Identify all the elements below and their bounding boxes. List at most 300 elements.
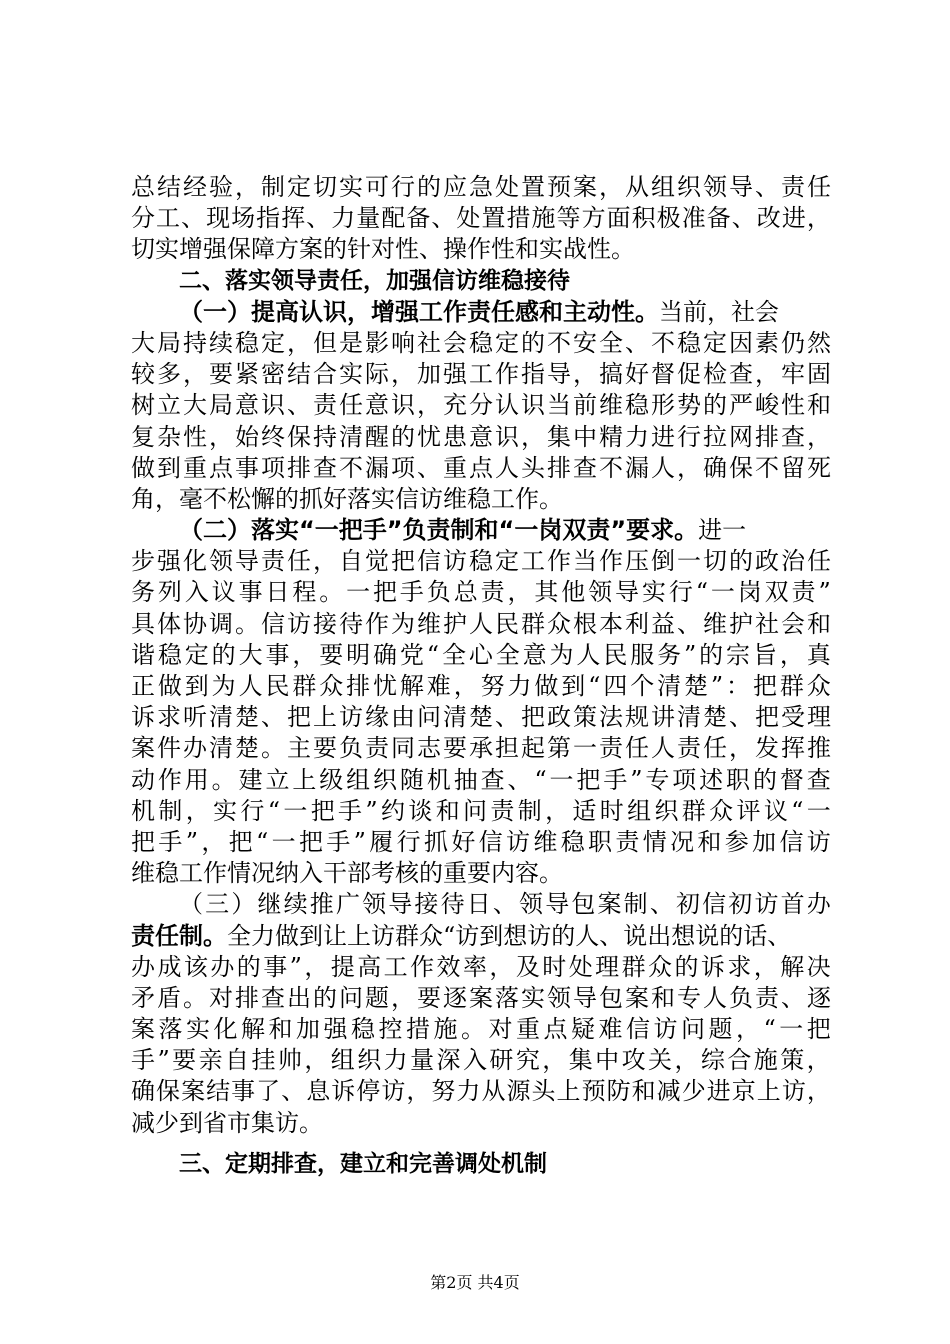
text-char: ， xyxy=(545,796,570,825)
text-char: 发 xyxy=(755,734,779,763)
text-char: 用 xyxy=(184,765,209,794)
text-char: 大 xyxy=(183,391,207,420)
text-char: 切 xyxy=(703,547,727,576)
text-char: 清 xyxy=(339,422,363,451)
text-char: 源 xyxy=(506,1077,531,1106)
text-char: 清 xyxy=(443,703,467,732)
text-char: 做 xyxy=(157,672,182,700)
text-char: 紧 xyxy=(235,360,259,389)
text-char: 会 xyxy=(781,609,805,638)
text-char: 场 xyxy=(231,204,256,233)
text-char: 的 xyxy=(417,173,441,201)
text-char: ， xyxy=(313,547,337,576)
text-char: 明 xyxy=(346,640,371,669)
text-char: 减 xyxy=(656,1077,681,1106)
text-char: 查 xyxy=(781,422,805,451)
text-char: 议 xyxy=(763,796,788,825)
text-char: 案 xyxy=(131,1015,155,1044)
text-char: 备 xyxy=(706,204,731,233)
text-char: 确 xyxy=(703,453,727,482)
text-char: ， xyxy=(235,173,259,201)
section-heading-2 xyxy=(131,266,831,297)
text-char: 稳 xyxy=(677,328,701,357)
text-char: 导 xyxy=(615,578,640,607)
text-char: 自 xyxy=(339,547,363,576)
text-char: 严 xyxy=(729,391,753,420)
text-char: 问 xyxy=(339,983,363,1012)
page-footer xyxy=(0,1270,950,1293)
text-char: 排 xyxy=(287,453,311,482)
text-char: 和 xyxy=(651,983,675,1012)
text-char: 的 xyxy=(391,422,415,451)
text-char: 起 xyxy=(521,734,545,763)
text-char: 际 xyxy=(365,360,389,389)
text-line xyxy=(131,359,831,390)
text-char: ” xyxy=(818,578,831,607)
text-char: ” xyxy=(365,796,378,825)
text-char: 督 xyxy=(779,765,804,794)
text-char: 立 xyxy=(157,391,181,420)
text-char: 访 xyxy=(506,827,530,856)
text-char: 责 xyxy=(261,547,285,576)
text-char: 列 xyxy=(157,578,182,607)
text-char: 责 xyxy=(365,734,389,763)
text-char: 好 xyxy=(625,360,649,389)
text-char: 现 xyxy=(206,204,231,233)
text-char: 求 xyxy=(157,703,181,732)
text-char: 诉 xyxy=(131,703,155,732)
text-char: 和 xyxy=(268,1015,293,1044)
text-char: 当 xyxy=(573,547,597,576)
text-char: 全 xyxy=(495,640,520,669)
text-char: 该 xyxy=(183,952,208,981)
text-char: 识 xyxy=(391,391,415,420)
text-line xyxy=(131,172,831,203)
text-char: 难 xyxy=(598,1015,623,1044)
text-char: 制 xyxy=(158,796,183,825)
text-char: 的 xyxy=(236,952,261,981)
text-char: 推 xyxy=(309,890,334,919)
section-heading-3 xyxy=(131,1149,831,1180)
text-char: 忧 xyxy=(417,422,441,451)
text-char: 力 xyxy=(456,1077,481,1106)
text-char: 牢 xyxy=(781,360,805,389)
text-char: 政 xyxy=(547,703,571,732)
text-char: 时 xyxy=(542,952,567,981)
text-char: （ xyxy=(179,890,203,919)
text-char: 结 xyxy=(287,360,311,389)
text-char: 自 xyxy=(225,1046,250,1075)
text-char: 情 xyxy=(642,827,667,856)
text-char: 问 xyxy=(417,703,441,732)
text-char: 事 xyxy=(231,1077,256,1106)
text-char: 合 xyxy=(313,360,337,389)
text-char: ” xyxy=(185,827,198,856)
text-char: 双 xyxy=(764,578,789,607)
text-char: 责 xyxy=(781,173,805,201)
text-char: 定 xyxy=(261,328,285,357)
text-char: 挥 xyxy=(781,734,805,763)
text-char: 息 xyxy=(306,1077,331,1106)
text-char: 责 xyxy=(677,734,701,763)
text-char: 当 xyxy=(547,391,571,420)
text-char: 一 xyxy=(346,578,371,607)
text-char: 的 xyxy=(521,328,545,357)
text-char: 工 xyxy=(383,952,408,981)
text-char: 益 xyxy=(651,609,675,638)
text-char: 同 xyxy=(391,734,415,763)
text-char: 安 xyxy=(573,328,597,357)
text-char: 一 xyxy=(271,827,296,856)
text-char: 把 xyxy=(755,703,779,732)
text-char: 终 xyxy=(261,422,285,451)
text-char: 忧 xyxy=(373,672,398,700)
text-char: 要 xyxy=(313,734,337,763)
text-char: 策 xyxy=(573,703,597,732)
text-char: 续 xyxy=(209,328,233,357)
text-char: 响 xyxy=(391,328,415,357)
text-char: 的 xyxy=(729,547,753,576)
text-char: 防 xyxy=(606,1077,631,1106)
text-char: 的 xyxy=(752,765,777,794)
text-char: 实 xyxy=(641,578,666,607)
text-char: 手 xyxy=(399,578,424,607)
text-char: 群 xyxy=(681,796,706,825)
text-char: 制 xyxy=(261,173,285,201)
text-char: 行 xyxy=(677,422,701,451)
text-char: 导 xyxy=(545,890,570,919)
text-line xyxy=(131,765,831,796)
text-char: 到 xyxy=(157,453,181,482)
text-char: 初 xyxy=(675,890,700,919)
text-char: 护 xyxy=(443,609,467,638)
text-char: 广 xyxy=(335,890,360,919)
text-char: 众 xyxy=(547,609,571,638)
text-char: 利 xyxy=(625,609,649,638)
text-char: 的 xyxy=(674,952,699,981)
text-char: 入 xyxy=(462,1046,487,1075)
text-char: 责 xyxy=(755,983,779,1012)
text-char: ， xyxy=(183,360,207,389)
text-char: 众 xyxy=(806,672,831,700)
text-line xyxy=(131,484,831,515)
text-char: 正 xyxy=(131,672,155,700)
text-char: ， xyxy=(304,1046,329,1075)
text-char: 理 xyxy=(595,952,620,981)
text-char: 面 xyxy=(606,204,631,233)
text-char: 量 xyxy=(410,1046,435,1075)
text-char: 稳 xyxy=(157,640,182,669)
text-char: 手 xyxy=(326,827,351,856)
text-char: 矛 xyxy=(131,983,155,1012)
text-char: 旨 xyxy=(752,640,777,669)
subsection-3-lead: 全力做到让上访群众“访到想访的人、说出想说的话、 xyxy=(227,921,792,950)
text-line xyxy=(131,453,831,484)
text-char: 包 xyxy=(571,890,596,919)
text-char: 进 xyxy=(781,204,806,233)
text-char: 漏 xyxy=(625,453,649,482)
text-char: 抽 xyxy=(453,765,478,794)
text-char: 策 xyxy=(780,1046,805,1075)
text-char: 和 xyxy=(697,827,722,856)
text-char: 社 xyxy=(755,609,779,638)
text-char: 、 xyxy=(261,703,285,732)
text-char: 把 xyxy=(752,672,777,700)
text-char: 清 xyxy=(209,703,233,732)
text-char: 案 xyxy=(469,983,493,1012)
text-char: 人 xyxy=(576,640,601,669)
text-char: 拉 xyxy=(703,422,727,451)
text-char: 做 xyxy=(534,672,559,700)
text-char: 重 xyxy=(516,1015,540,1044)
text-char: 实 xyxy=(213,796,238,825)
text-char: 领 xyxy=(362,890,387,919)
text-char: 继 xyxy=(257,890,282,919)
text-char: 组 xyxy=(627,796,652,825)
text-char: 缘 xyxy=(365,703,389,732)
text-char: 职 xyxy=(726,765,751,794)
text-char: 责 xyxy=(615,827,640,856)
text-char: ， xyxy=(677,453,701,482)
text-char: ， xyxy=(292,640,317,669)
text-char: 保 xyxy=(729,453,753,482)
text-char: 信 xyxy=(261,609,285,638)
text-char: 任 xyxy=(807,173,831,201)
subsection-2-title: （二）落实“一把手”负责制和“一岗双责”要求。 xyxy=(179,516,699,545)
text-char: 定 xyxy=(495,328,519,357)
text-char: 查 xyxy=(729,360,753,389)
text-char: 化 xyxy=(183,547,207,576)
text-char: 加 xyxy=(296,1015,320,1044)
text-char: ， xyxy=(807,422,831,451)
text-char: 把 xyxy=(576,765,601,794)
text-line xyxy=(131,796,831,827)
text-char: 对 xyxy=(209,983,233,1012)
text-char: 群 xyxy=(521,609,545,638)
text-char: 量 xyxy=(356,204,381,233)
text-char: 点 xyxy=(543,1015,568,1044)
text-char: 织 xyxy=(373,765,398,794)
text-line-content: 角，毫不松懈的抓好落实信访维稳工作。 xyxy=(131,484,563,513)
text-char: 实 xyxy=(339,360,363,389)
text-char: 要 xyxy=(319,640,344,669)
text-char: 办 xyxy=(806,890,831,919)
text-char: 行 xyxy=(396,827,421,856)
text-char: ， xyxy=(736,1015,760,1044)
text-char: 楚 xyxy=(469,703,493,732)
text-char: 性 xyxy=(183,422,207,451)
text-line-content: 维稳工作情况纳入干部考核的重要内容。 xyxy=(131,859,563,888)
text-char: 时 xyxy=(599,796,624,825)
text-char: 作 xyxy=(547,547,571,576)
text-char: 稳 xyxy=(235,328,259,357)
text-char: 预 xyxy=(547,173,571,201)
text-char: ， xyxy=(453,672,478,700)
text-char: 党 xyxy=(399,640,424,669)
text-char: 负 xyxy=(426,578,451,607)
text-char: 众 xyxy=(709,796,734,825)
text-char: 指 xyxy=(256,204,281,233)
text-char: 大 xyxy=(238,640,263,669)
text-char: 把 xyxy=(298,827,323,856)
text-char: 定 xyxy=(703,328,727,357)
text-char: 信 xyxy=(478,827,503,856)
text-char: 排 xyxy=(755,422,779,451)
text-char: 续 xyxy=(283,890,308,919)
text-char: 倒 xyxy=(651,547,675,576)
text-line xyxy=(131,328,831,359)
text-char: 性 xyxy=(781,391,805,420)
text-char: 处 xyxy=(568,952,593,981)
text-line xyxy=(131,952,831,983)
text-char: 项 xyxy=(672,765,697,794)
text-char: 较 xyxy=(131,360,155,389)
text-char: 预 xyxy=(581,1077,606,1106)
text-char: 访 xyxy=(287,609,311,638)
text-char: 、 xyxy=(287,391,311,420)
text-char: ， xyxy=(806,204,831,233)
subsection-1-title: （一）提高认识，增强工作责任感和主动性。 xyxy=(179,297,659,326)
text-char: 人 xyxy=(651,453,675,482)
text-line xyxy=(131,1045,831,1076)
text-char: 是 xyxy=(339,328,363,357)
text-line xyxy=(131,234,831,265)
text-char: 案 xyxy=(131,734,155,763)
text-char: 疑 xyxy=(571,1015,595,1044)
text-char: 、 xyxy=(181,204,206,233)
text-char: 、 xyxy=(731,204,756,233)
subsection-1-lead: 当前，社会 xyxy=(659,297,779,326)
text-char: 项 xyxy=(391,453,415,482)
text-char: 定 xyxy=(287,173,311,201)
text-char: 实 xyxy=(521,983,545,1012)
text-char: 力 xyxy=(625,422,649,451)
section-heading-text: 二、落实领导责任，加强信访维稳接待 xyxy=(179,267,570,294)
text-char: 机 xyxy=(131,796,155,825)
text-char: 究 xyxy=(515,1046,540,1075)
text-char: 稳 xyxy=(625,391,649,420)
text-char: 从 xyxy=(625,173,649,201)
document-body xyxy=(131,172,831,1180)
text-char: 专 xyxy=(645,765,670,794)
text-char: “ xyxy=(695,578,708,607)
text-char: 强 xyxy=(443,360,467,389)
text-char: 人 xyxy=(703,983,727,1012)
text-char: 楚 xyxy=(235,734,259,763)
text-char: 议 xyxy=(211,578,236,607)
text-char: 。 xyxy=(319,578,344,607)
text-char: 置 xyxy=(521,173,545,201)
text-char: 控 xyxy=(378,1015,403,1044)
text-char: 手 xyxy=(338,796,363,825)
text-char: 推 xyxy=(807,734,831,763)
text-char: 组 xyxy=(346,765,371,794)
text-char: 听 xyxy=(183,703,207,732)
text-char: 不 xyxy=(651,328,675,357)
text-char: 要 xyxy=(443,734,467,763)
text-char: 加 xyxy=(417,360,441,389)
text-char: 提 xyxy=(330,952,355,981)
text-char: 、 xyxy=(495,703,519,732)
text-char: 三 xyxy=(205,890,230,919)
text-char: 维 xyxy=(417,609,441,638)
text-char: 准 xyxy=(681,204,706,233)
text-char: 案 xyxy=(597,890,622,919)
text-line xyxy=(131,827,831,858)
text-char: 、 xyxy=(649,890,674,919)
text-char: 一 xyxy=(779,1015,804,1044)
text-char: 效 xyxy=(436,952,461,981)
text-char: 、 xyxy=(417,453,441,482)
text-char: 真 xyxy=(806,640,831,669)
text-line xyxy=(131,422,831,453)
text-char: 责 xyxy=(490,796,515,825)
text-char: 导 xyxy=(235,547,259,576)
text-char: 具 xyxy=(131,609,155,638)
text-char: 配 xyxy=(381,204,406,233)
text-char: 任 xyxy=(287,547,311,576)
text-line xyxy=(131,546,831,577)
text-char: ： xyxy=(726,672,751,700)
text-char: 包 xyxy=(599,983,623,1012)
text-char: ， xyxy=(391,983,415,1012)
text-char: 、 xyxy=(492,890,517,919)
text-char: 切 xyxy=(313,173,337,201)
text-char: 查 xyxy=(480,765,505,794)
text-char: 任 xyxy=(339,391,363,420)
text-char: 人 xyxy=(469,609,493,638)
text-char: 楚 xyxy=(235,703,259,732)
text-char: 适 xyxy=(572,796,597,825)
text-char: 总 xyxy=(131,173,155,201)
text-char: 置 xyxy=(481,204,506,233)
text-char: ， xyxy=(304,952,329,981)
text-char: 全 xyxy=(599,328,623,357)
text-char: 查 xyxy=(806,765,831,794)
text-char: ， xyxy=(729,734,753,763)
text-char: 总 xyxy=(453,578,478,607)
spacer xyxy=(131,1139,831,1149)
text-char: 人 xyxy=(238,672,263,700)
text-char: “ xyxy=(267,796,280,825)
text-char: 挥 xyxy=(281,204,306,233)
text-char: 承 xyxy=(469,734,493,763)
text-char: 患 xyxy=(443,422,467,451)
text-char: 接 xyxy=(313,609,337,638)
text-char: 政 xyxy=(755,547,779,576)
text-char: 搞 xyxy=(599,360,623,389)
text-char: 组 xyxy=(651,173,675,201)
text-char: 重 xyxy=(443,453,467,482)
text-char: 死 xyxy=(807,453,831,482)
text-char: ， xyxy=(287,328,311,357)
text-char: 日 xyxy=(265,578,290,607)
text-char: 全 xyxy=(441,640,466,669)
text-char: 努 xyxy=(480,672,505,700)
text-char: 识 xyxy=(521,391,545,420)
text-char: 手 xyxy=(158,827,183,856)
page-number: 第2页 共4页 xyxy=(430,1273,520,1292)
text-char: 指 xyxy=(521,360,545,389)
text-char: 对 xyxy=(488,1015,513,1044)
text-char: 施 xyxy=(753,1046,778,1075)
text-char: 访 xyxy=(781,1077,806,1106)
text-char: 精 xyxy=(599,422,623,451)
text-char: 作 xyxy=(410,952,435,981)
text-char: 上 xyxy=(756,1077,781,1106)
text-char: 识 xyxy=(261,391,285,420)
text-char: 充 xyxy=(443,391,467,420)
